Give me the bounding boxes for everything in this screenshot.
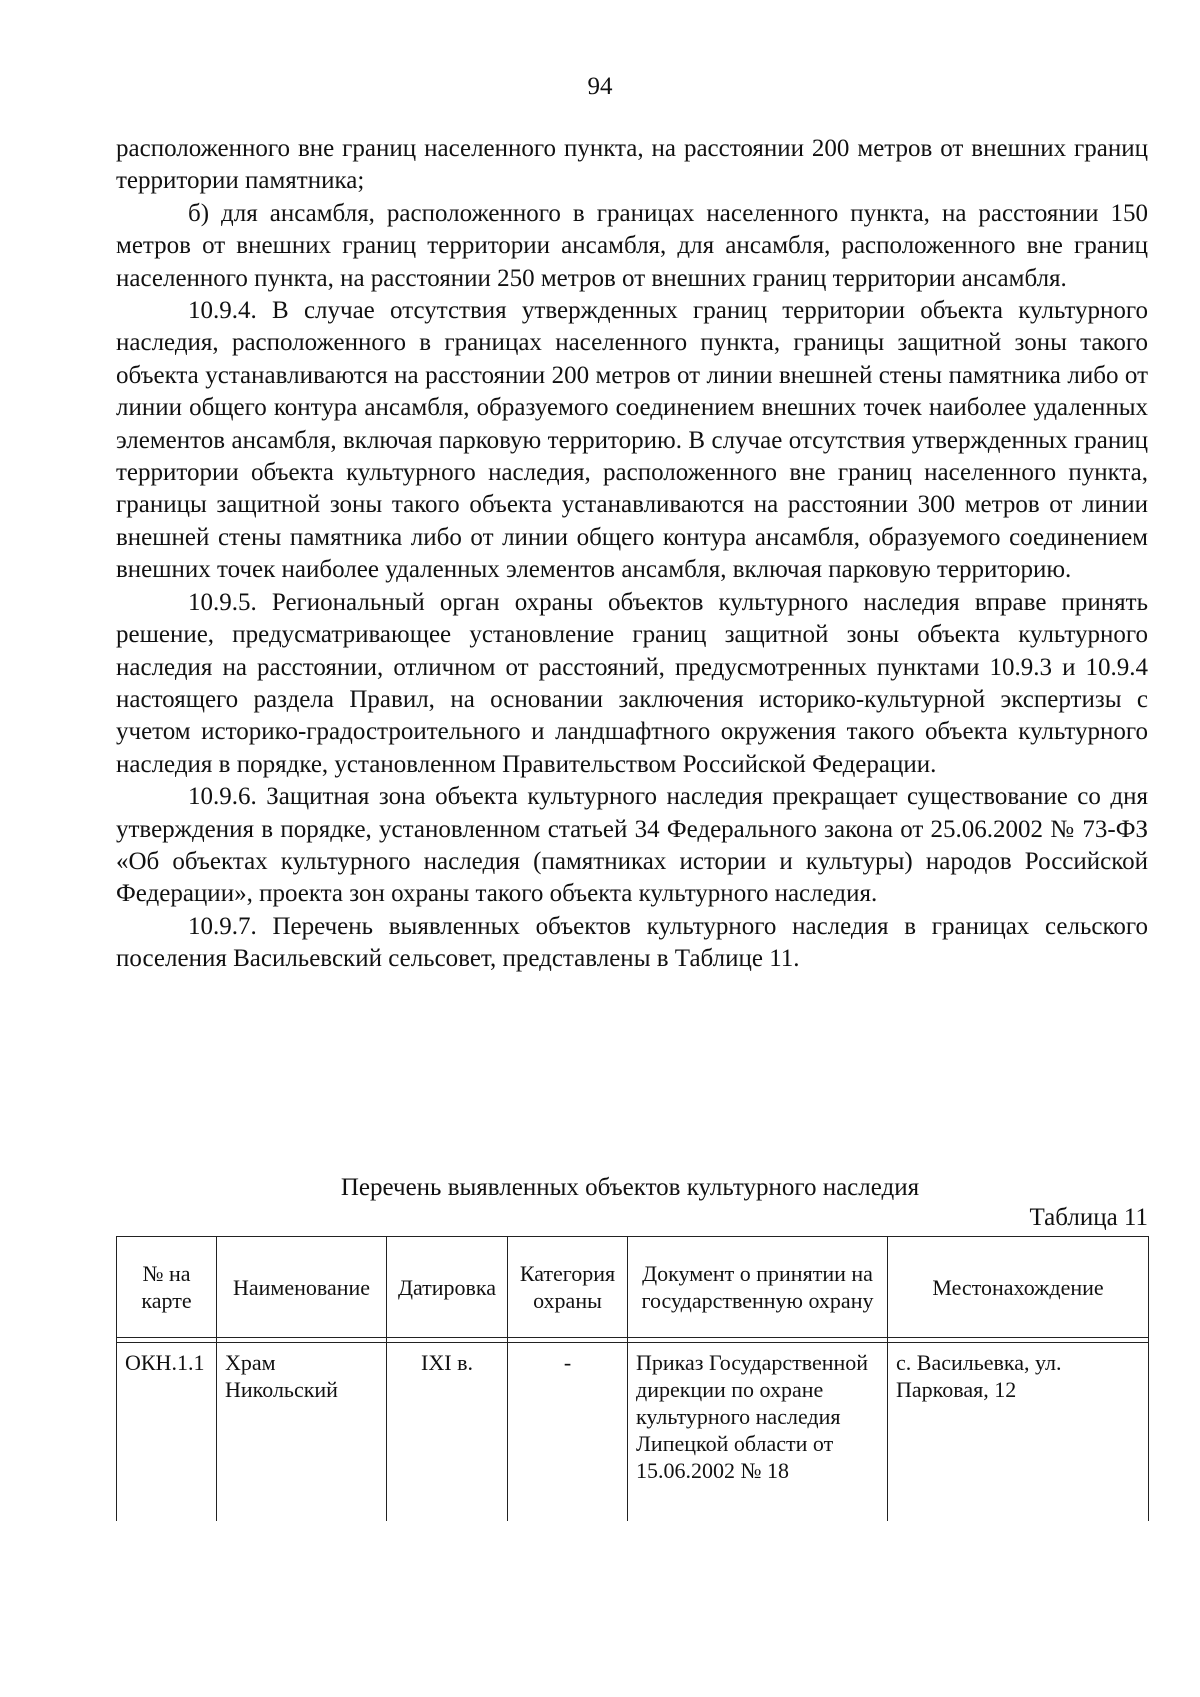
document-body (116, 133, 1148, 976)
header-dating: Датировка (387, 1237, 508, 1338)
cell-map-number: ОКН.1.1 (117, 1343, 217, 1522)
paragraph-10-9-7: 10.9.7. Перечень выявленных объектов культурного наследия в границах сельского поселения Васильевский сельсовет, представлены в Таблице 11. (116, 912, 1148, 973)
paragraph-10-9-4: 10.9.4. В случае отсутствия утвержденных границ территории объекта культурного наследия, расположенного в границах населенного пункта, границы защитной зоны такого объекта устанавливаются на расстоянии 200 метров от линии внешней стены памятника либо от линии общего контура ансамбля, образуемого соединением внешних точек наиболее удаленных элементов ансамбля, включая парковую территорию. В случае отсутствия утвержденных границ территории объекта культурного наследия, расположенного вне границ населенного пункта, границы защитной зоны такого объекта устанавливаются на расстоянии 300 метров от линии внешней стены памятника либо от линии общего контура ансамбля, образуемого соединением внешних точек наиболее удаленных элементов ансамбля, включая парковую территорию. (116, 297, 1148, 584)
header-location: Местонахождение (888, 1237, 1149, 1338)
cell-name: Храм Никольский (217, 1343, 387, 1522)
table-title: Перечень выявленных объектов культурного наследия (340, 1174, 920, 1201)
paragraph-10-9-6: 10.9.6. Защитная зона объекта культурного наследия прекращает существование со дня утверждения в порядке, установленном статьей 34 Федерального закона от 25.06.2002 № 73-ФЗ «Об объектах культурного наследия (памятниках истории и культуры) народов Российской Федерации», проекта зон охраны такого объекта культурного наследия. (116, 783, 1148, 908)
cell-protection-category: - (508, 1343, 628, 1522)
header-protection-document: Документ о принятии на государственную охрану (628, 1237, 888, 1338)
cell-protection-document: Приказ Государственной дирекции по охране культурного наследия Липецкой области от 15.06.2002 № 18 (628, 1343, 888, 1522)
heritage-objects-table (116, 1236, 1149, 1521)
paragraph-continuation: расположенного вне границ населенного пункта, на расстоянии 200 метров от внешних границ территории памятника; (116, 135, 1148, 195)
table-row (117, 1343, 1149, 1522)
cell-location: с. Васильевка, ул. Парковая, 12 (888, 1343, 1149, 1522)
paragraph-ensemble-zone: б) для ансамбля, расположенного в границах населенного пункта, на расстоянии 150 метров от внешних границ территории ансамбля, для ансамбля, расположенного вне границ населенного пункта, на расстоянии 250 метров от внешних границ территории ансамбля. (116, 199, 1148, 292)
page-number: 94 (587, 73, 613, 100)
table-header-row (117, 1237, 1149, 1338)
header-map-number: № на карте (117, 1237, 217, 1338)
paragraph-10-9-5: 10.9.5. Региональный орган охраны объектов культурного наследия вправе принять решение, предусматривающее установление границ защитной зоны объекта культурного наследия на расстоянии, отличном от расстояний, предусмотренных пунктами 10.9.3 и 10.9.4 настоящего раздела Правил, на основании заключения историко-культурной экспертизы с учетом историко-градостроительного и ландшафтного окружения такого объекта культурного наследия в порядке, установленном Правительством Российской Федерации. (116, 588, 1148, 778)
header-protection-category: Категория охраны (508, 1237, 628, 1338)
header-name: Наименование (217, 1237, 387, 1338)
cell-dating: IXI в. (387, 1343, 508, 1522)
table-label: Таблица 11 (1029, 1204, 1148, 1231)
